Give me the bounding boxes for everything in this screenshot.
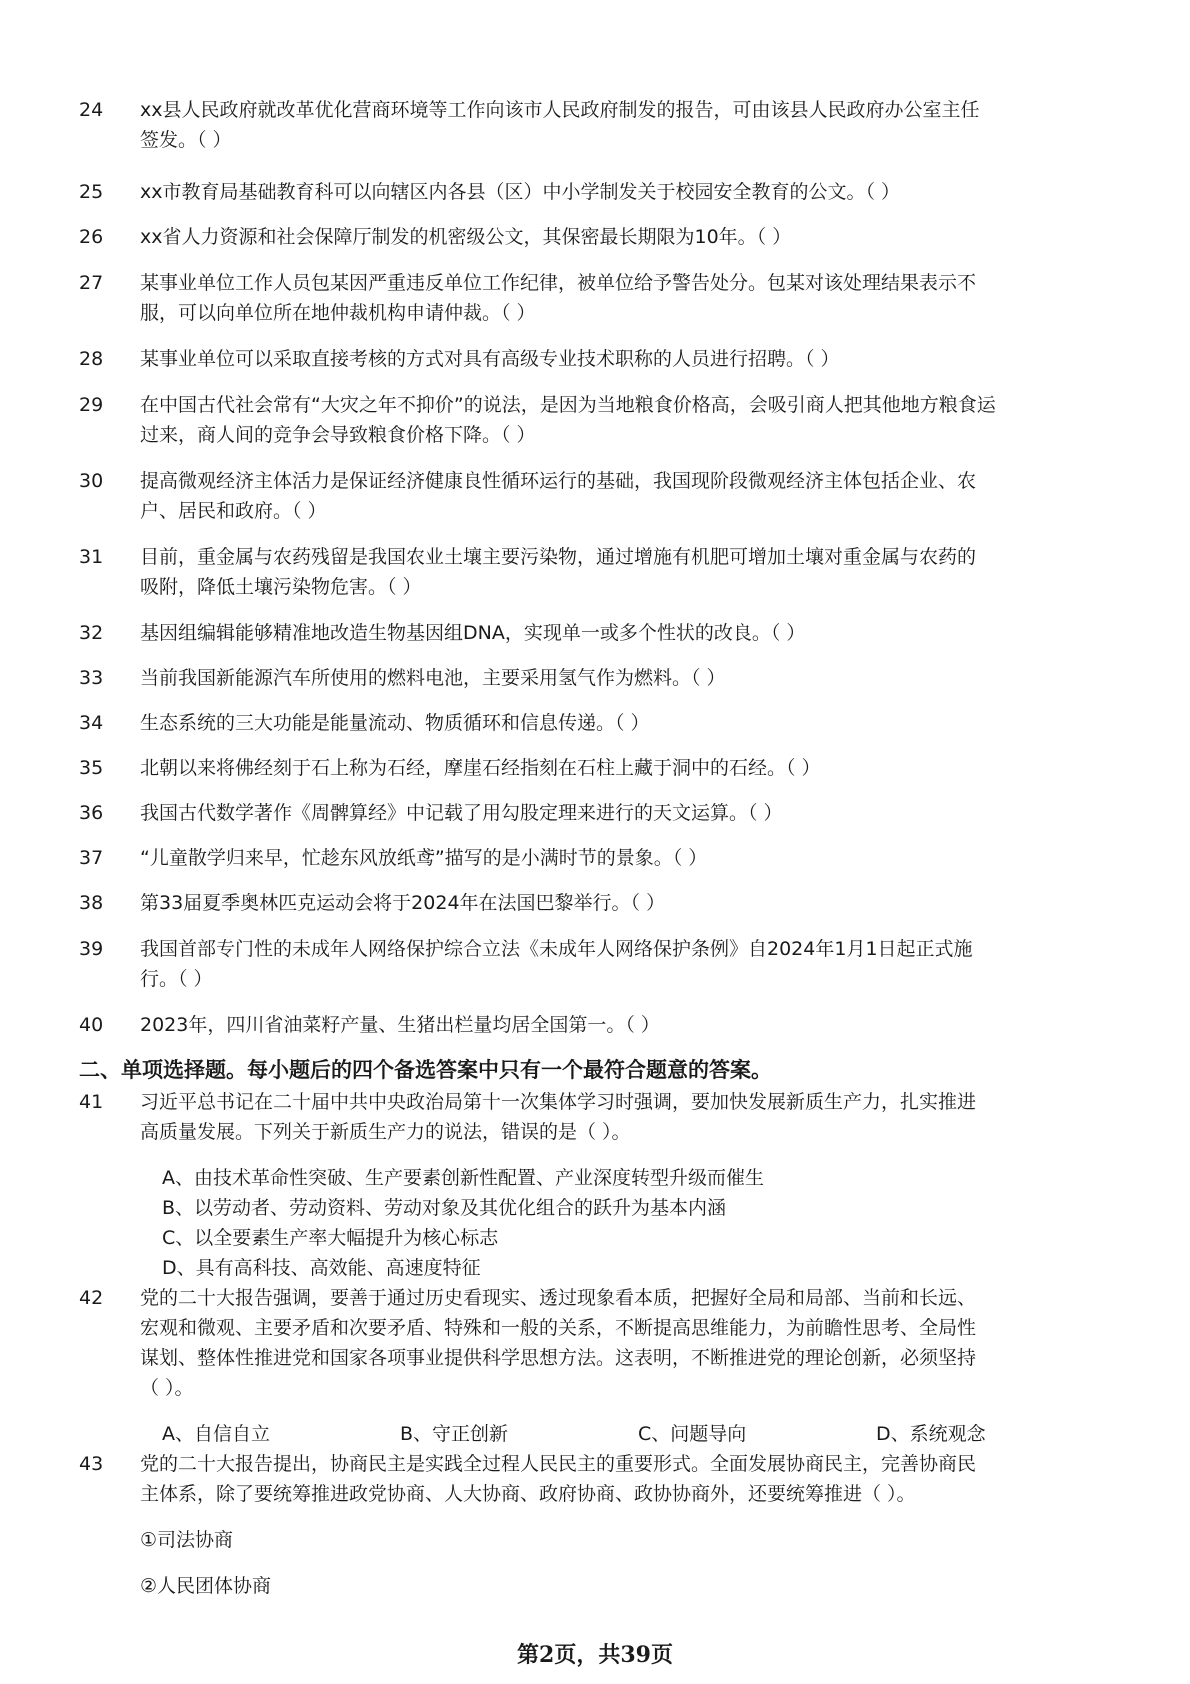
question-text: xx省人力资源和社会保障厅制发的机密级公文，其保密最长期限为10年。（ ） bbox=[140, 226, 792, 248]
question-number: 34 bbox=[79, 712, 104, 734]
question-number: 25 bbox=[79, 181, 104, 203]
question-number: 36 bbox=[79, 802, 104, 824]
question-number: 31 bbox=[79, 546, 104, 568]
question-number: 41 bbox=[79, 1091, 104, 1113]
question-number: 40 bbox=[79, 1014, 104, 1036]
option-b: B、守正创新 bbox=[400, 1423, 509, 1445]
option-d: D、具有高科技、高效能、高速度特征 bbox=[162, 1257, 481, 1279]
question-text: 我国古代数学著作《周髀算经》中记载了用勾股定理来进行的天文运算。（ ） bbox=[140, 802, 783, 824]
question-text: 当前我国新能源汽车所使用的燃料电池，主要采用氢气作为燃料。（ ） bbox=[140, 667, 726, 689]
question-text: 2023年，四川省油菜籽产量、生猪出栏量均居全国第一。（ ） bbox=[140, 1014, 660, 1036]
question-text: xx市教育局基础教育科可以向辖区内各县（区）中小学制发关于校园安全教育的公文。（ ） bbox=[140, 181, 901, 203]
question-text: 北朝以来将佛经刻于石上称为石经，摩崖石经指刻在石柱上藏于洞中的石经。（ ） bbox=[140, 757, 821, 779]
question-number: 26 bbox=[79, 226, 104, 248]
question-text: 生态系统的三大功能是能量流动、物质循环和信息传递。（ ） bbox=[140, 712, 650, 734]
option-c: C、问题导向 bbox=[638, 1423, 747, 1445]
question-text: 在中国古代社会常有“大灾之年不抑价”的说法，是因为当地粮食价格高，会吸引商人把其他地方粮食运 过来，商人间的竞争会导致粮食价格下降。（ ） bbox=[140, 394, 996, 446]
question-text: 我国首部专门性的未成年人网络保护综合立法《未成年人网络保护条例》自2024年1月1日起正式施 行。（ ） bbox=[140, 938, 973, 990]
question-number: 27 bbox=[79, 272, 104, 294]
question-text: 习近平总书记在二十届中共中央政治局第十一次集体学习时强调，要加快发展新质生产力，扎实推进 高质量发展。下列关于新质生产力的说法，错误的是（ ）。 bbox=[140, 1091, 977, 1143]
sub-item-1: ①司法协商 bbox=[140, 1529, 234, 1551]
question-number: 30 bbox=[79, 470, 104, 492]
option-b: B、以劳动者、劳动资料、劳动对象及其优化组合的跃升为基本内涵 bbox=[162, 1197, 727, 1219]
question-text: 目前，重金属与农药残留是我国农业土壤主要污染物，通过增施有机肥可增加土壤对重金属与农药的 吸附，降低土壤污染物危害。（ ） bbox=[140, 546, 977, 598]
question-number: 24 bbox=[79, 99, 104, 121]
question-number: 35 bbox=[79, 757, 104, 779]
question-text: 某事业单位工作人员包某因严重违反单位工作纪律，被单位给予警告处分。包某对该处理结果表示不 服，可以向单位所在地仲裁机构申请仲裁。（ ） bbox=[140, 272, 977, 324]
question-text: 提高微观经济主体活力是保证经济健康良性循环运行的基础，我国现阶段微观经济主体包括企业、农 户、居民和政府。（ ） bbox=[140, 470, 977, 522]
question-text: xx县人民政府就改革优化营商环境等工作向该市人民政府制发的报告，可由该县人民政府办公室主任 签发。（ ） bbox=[140, 99, 980, 151]
question-number: 29 bbox=[79, 394, 104, 416]
question-text: 某事业单位可以采取直接考核的方式对具有高级专业技术职称的人员进行招聘。（ ） bbox=[140, 348, 840, 370]
option-d: D、系统观念 bbox=[876, 1423, 986, 1445]
sub-item-2: ②人民团体协商 bbox=[140, 1575, 272, 1597]
question-number: 33 bbox=[79, 667, 104, 689]
question-text: 党的二十大报告强调，要善于通过历史看现实、透过现象看本质，把握好全局和局部、当前和长远、 宏观和微观、主要矛盾和次要矛盾、特殊和一般的关系，不断提高思维能力，为前瞻性思考、全局性 谋划、整体性推进党和国家各项事业提供科学思想方法。这表明，不断推进党的理论创新，必须坚持 （ ）。 bbox=[140, 1287, 977, 1399]
section-heading: 二、单项选择题。每小题后的四个备选答案中只有一个最符合题意的答案。 bbox=[79, 1058, 772, 1082]
question-number: 37 bbox=[79, 847, 104, 869]
question-text: 基因组编辑能够精准地改造生物基因组DNA，实现单一或多个性状的改良。（ ） bbox=[140, 622, 806, 644]
option-a: A、由技术革命性突破、生产要素创新性配置、产业深度转型升级而催生 bbox=[162, 1167, 764, 1189]
question-number: 43 bbox=[79, 1453, 104, 1475]
question-number: 28 bbox=[79, 348, 104, 370]
question-text: 第33届夏季奥林匹克运动会将于2024年在法国巴黎举行。（ ） bbox=[140, 892, 666, 914]
question-number: 42 bbox=[79, 1287, 104, 1309]
option-a: A、自信自立 bbox=[162, 1423, 270, 1445]
option-c: C、以全要素生产率大幅提升为核心标志 bbox=[162, 1227, 499, 1249]
question-text: “儿童散学归来早，忙趁东风放纸鸢”描写的是小满时节的景象。（ ） bbox=[140, 847, 708, 869]
question-number: 39 bbox=[79, 938, 104, 960]
page-footer: 第2页，共39页 bbox=[517, 1642, 673, 1668]
question-text: 党的二十大报告提出，协商民主是实践全过程人民民主的重要形式。全面发展协商民主，完善协商民 主体系，除了要统筹推进政党协商、人大协商、政府协商、政协协商外，还要统筹推进（ ）。 bbox=[140, 1453, 977, 1505]
question-number: 32 bbox=[79, 622, 104, 644]
question-number: 38 bbox=[79, 892, 104, 914]
